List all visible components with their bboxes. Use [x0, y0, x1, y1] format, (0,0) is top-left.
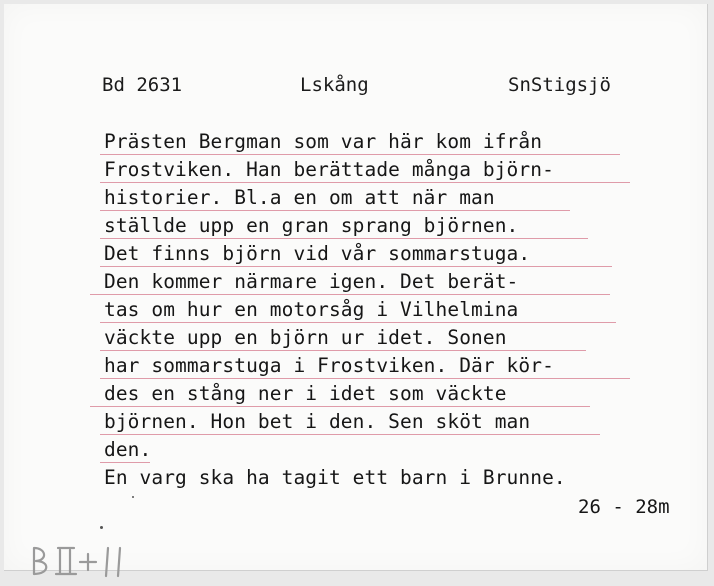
text-line-5: Det finns björn vid vår sommarstuga. — [104, 242, 531, 265]
text-line-2: Frostviken. Han berättade många björn- — [104, 158, 554, 181]
text-line-7: tas om hur en motorsåg i Vilhelmina — [104, 298, 519, 321]
underline-9 — [100, 378, 630, 379]
ink-dot — [100, 526, 103, 529]
archive-card — [4, 4, 708, 571]
text-line-3: historier. Bl.a en om att när man — [104, 186, 495, 209]
ink-dot — [132, 496, 134, 498]
text-line-8: väckte upp en björn ur idet. Sonen — [104, 326, 507, 349]
text-line-11: björnen. Hon bet i den. Sen sköt man — [104, 410, 531, 433]
card-place: Lskång — [300, 74, 369, 96]
text-line-13: En varg ska ha tagit ett barn i Brunne. — [104, 466, 566, 489]
text-line-12: den. — [104, 438, 152, 461]
underline-4 — [100, 238, 588, 239]
handwritten-mark — [30, 544, 150, 586]
underline-10 — [90, 406, 590, 407]
card-code: Bd 2631 — [102, 74, 183, 96]
underline-6 — [90, 294, 610, 295]
underline-7 — [100, 322, 616, 323]
underline-5 — [100, 266, 612, 267]
underline-12 — [100, 462, 150, 463]
text-line-10: des en stång ner i idet som väckte — [104, 382, 507, 405]
underline-2 — [100, 182, 630, 183]
text-line-6: Den kommer närmare igen. Det berät- — [104, 270, 519, 293]
handwritten-mark-drawing — [30, 544, 150, 578]
text-line-1: Prästen Bergman som var här kom ifrån — [104, 130, 543, 153]
text-line-4: ställde upp en gran sprang björnen. — [104, 214, 519, 237]
underline-1 — [100, 154, 620, 155]
underline-3 — [100, 210, 570, 211]
text-line-9: har sommarstuga i Frostviken. Där kör- — [104, 354, 554, 377]
page-range: 26 - 28m — [578, 496, 670, 518]
underline-8 — [100, 350, 586, 351]
underline-11 — [100, 434, 600, 435]
card-informant: SnStigsjö — [508, 74, 611, 96]
